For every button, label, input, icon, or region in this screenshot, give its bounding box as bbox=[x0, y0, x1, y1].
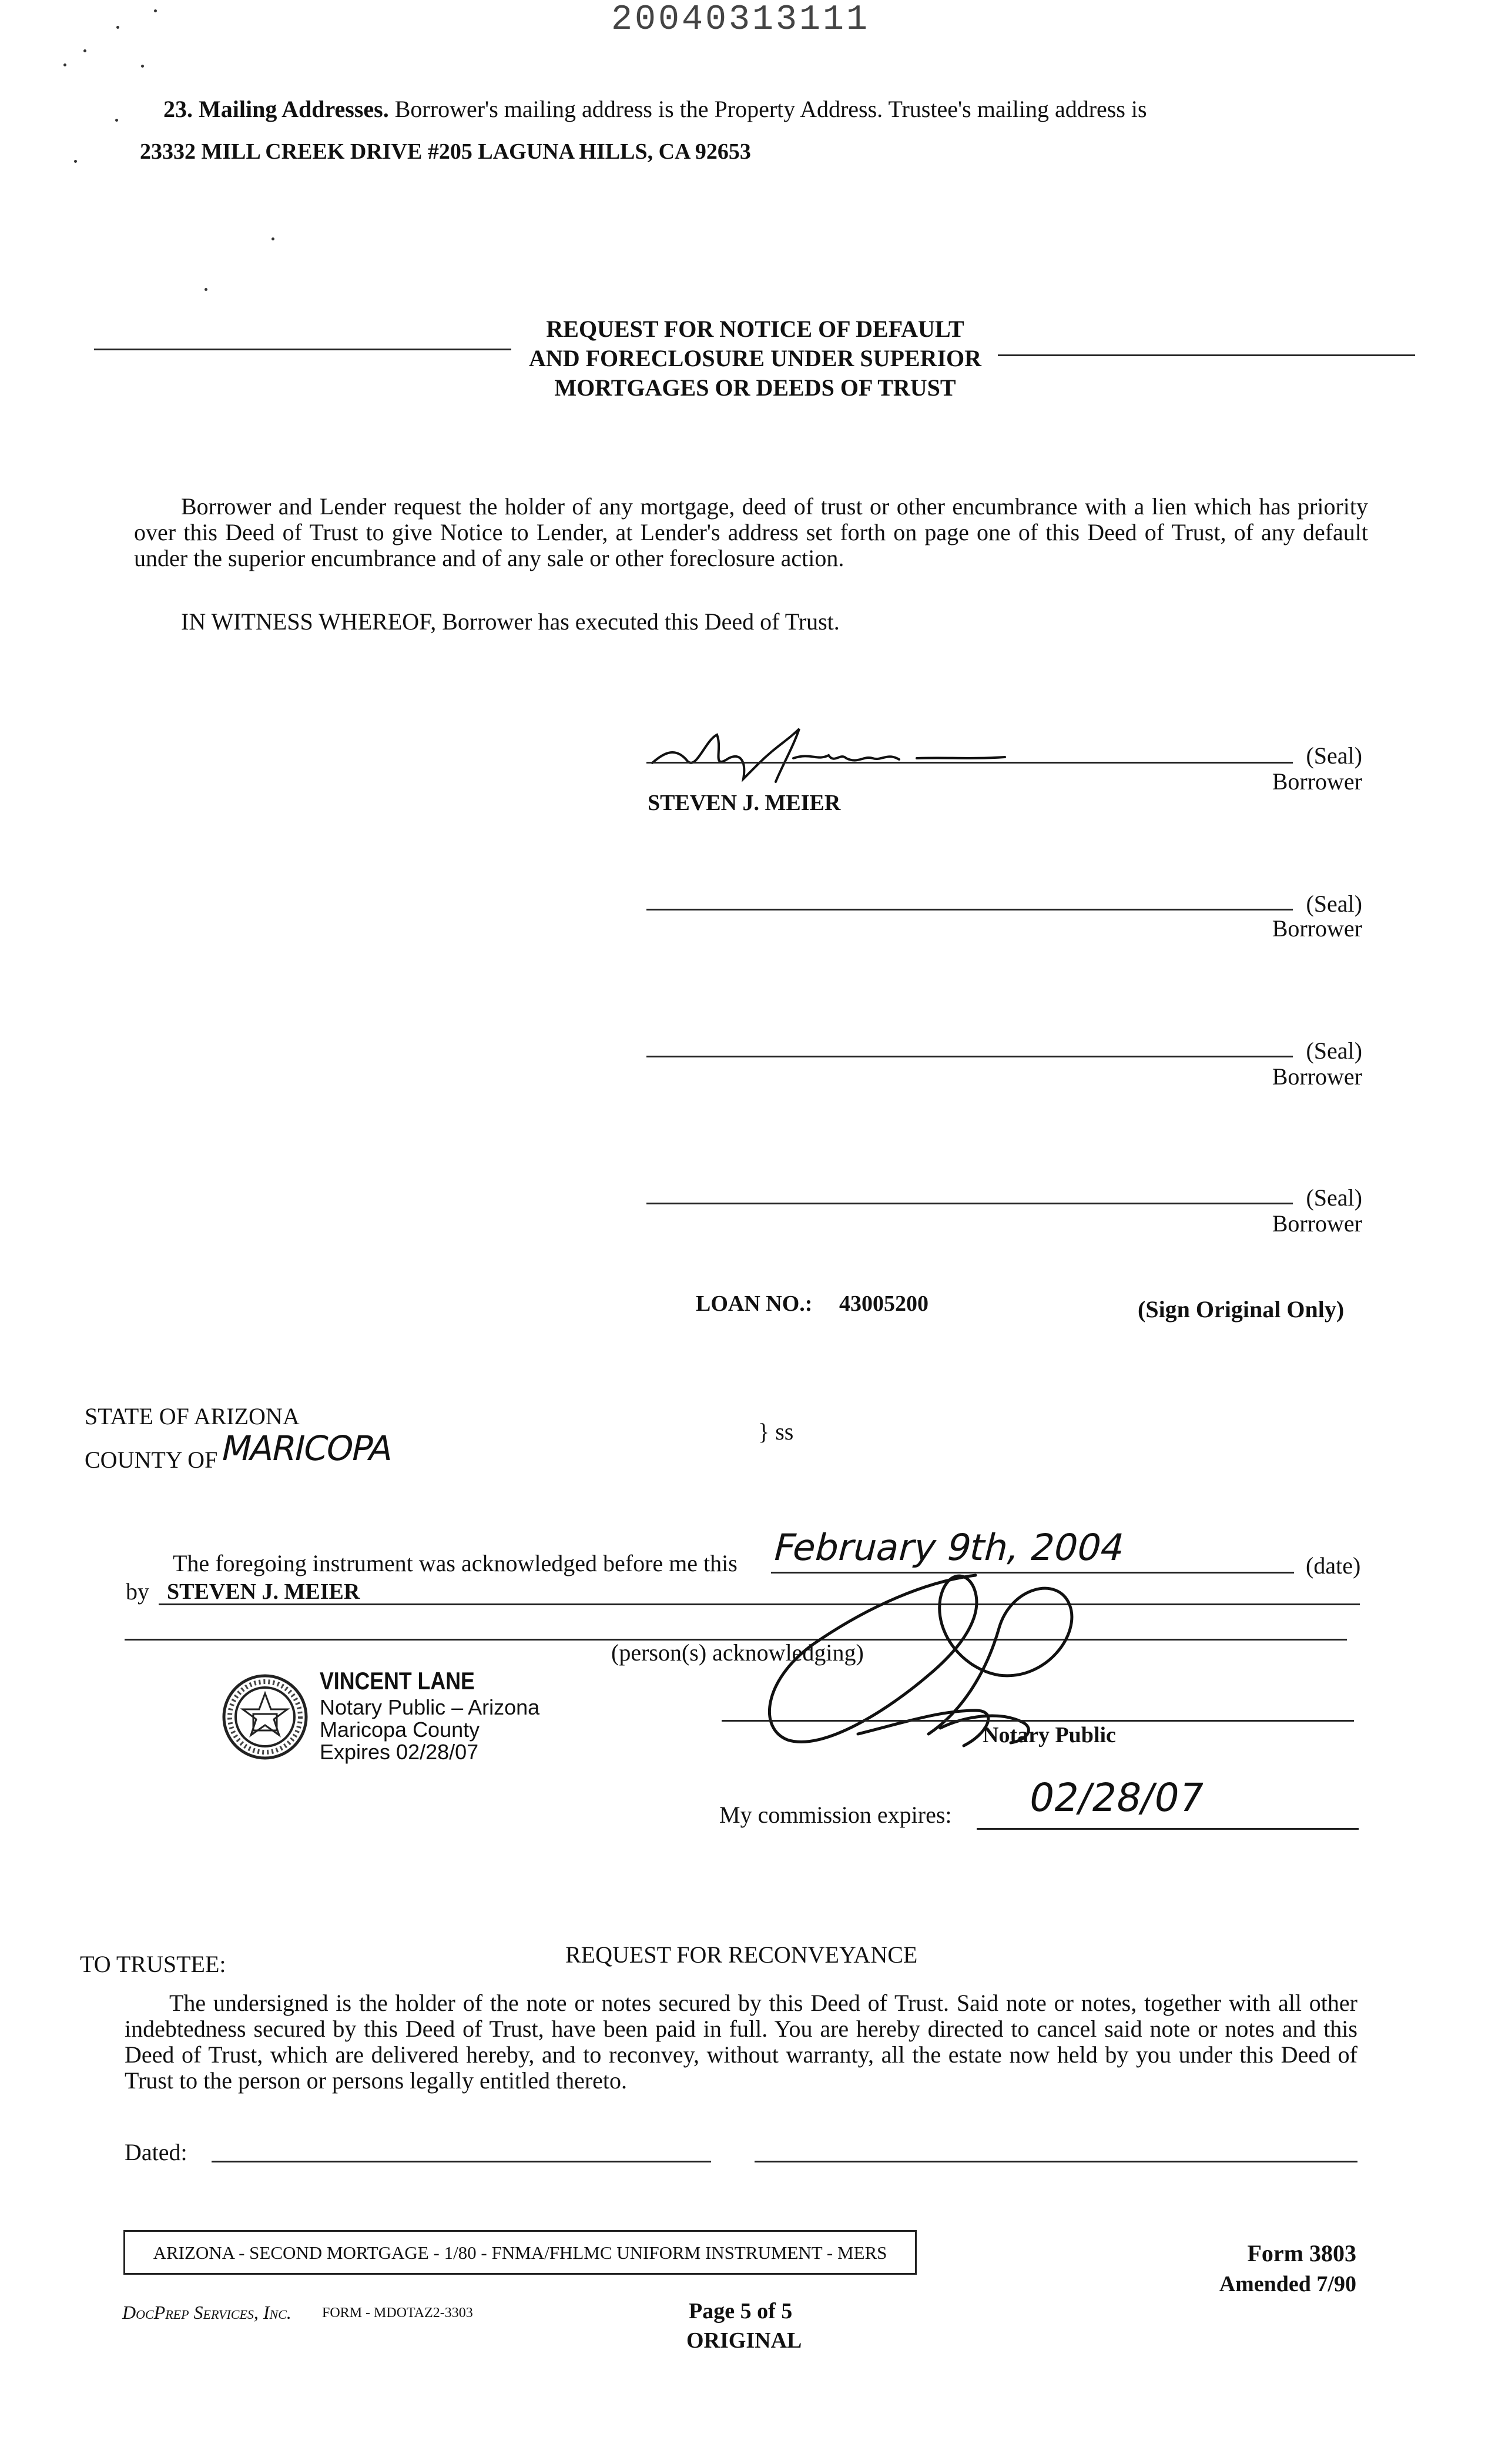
notary-seal-icon bbox=[221, 1673, 309, 1761]
persons-acknowledging-label: (person(s) acknowledging) bbox=[611, 1639, 864, 1666]
mailing-addresses-line bbox=[163, 95, 1147, 123]
mailing-number: 23. bbox=[163, 96, 193, 122]
commission-expires-handwritten: 02/28/07 bbox=[1025, 1775, 1208, 1820]
docprep-services: DocPrep Services, Inc. bbox=[122, 2302, 291, 2323]
seal-label-2: (Seal) bbox=[1306, 890, 1362, 917]
signature-line-3 bbox=[646, 1056, 1293, 1057]
acknowledged-by-name: STEVEN J. MEIER bbox=[167, 1579, 360, 1604]
form-box bbox=[123, 2230, 917, 2275]
mailing-heading: Mailing Addresses. bbox=[199, 96, 389, 122]
loan-number-label: LOAN NO.: bbox=[696, 1291, 813, 1316]
to-trustee-label: TO TRUSTEE: bbox=[80, 1951, 226, 1977]
signature-line-4 bbox=[646, 1203, 1293, 1204]
scan-speck bbox=[271, 237, 274, 240]
form-box-text: ARIZONA - SECOND MORTGAGE - 1/80 - FNMA/FHLMC UNIFORM INSTRUMENT - MERS bbox=[153, 2242, 887, 2263]
scan-speck bbox=[141, 65, 144, 68]
mailing-text: Borrower's mailing address is the Property Address. Trustee's mailing address is bbox=[394, 96, 1147, 122]
scan-speck bbox=[115, 119, 118, 122]
signature-line-2 bbox=[646, 909, 1293, 910]
recording-number: 20040313111 bbox=[611, 0, 870, 40]
title-rule-left bbox=[94, 349, 511, 350]
seal-label-1: (Seal) bbox=[1306, 742, 1362, 769]
borrower-label-1: Borrower bbox=[1272, 768, 1362, 795]
notary-stamp-title: Notary Public – Arizona bbox=[320, 1695, 540, 1719]
commission-expires-label: My commission expires: bbox=[719, 1802, 952, 1828]
scan-speck bbox=[154, 9, 157, 12]
ss-label: } ss bbox=[758, 1418, 794, 1445]
original-label: ORIGINAL bbox=[686, 2328, 802, 2353]
page-number: Page 5 of 5 bbox=[689, 2299, 793, 2324]
trustee-signature-line bbox=[755, 2161, 1357, 2162]
scan-speck bbox=[63, 63, 66, 66]
borrower-signature bbox=[641, 705, 1028, 799]
borrower-label-3: Borrower bbox=[1272, 1063, 1362, 1090]
scan-speck bbox=[83, 49, 86, 52]
commission-line bbox=[977, 1828, 1359, 1830]
borrower-name: STEVEN J. MEIER bbox=[648, 791, 841, 815]
notary-public-label: Notary Public bbox=[983, 1723, 1116, 1747]
request-notice-title-3: MORTGAGES OR DEEDS OF TRUST bbox=[554, 374, 956, 401]
request-notice-title-2: AND FORECLOSURE UNDER SUPERIOR bbox=[528, 345, 982, 371]
acknowledgment-text: The foregoing instrument was acknowledged before me this bbox=[173, 1550, 738, 1576]
trustee-address: 23332 MILL CREEK DRIVE #205 LAGUNA HILLS, CA 92653 bbox=[140, 139, 751, 164]
date-label: (date) bbox=[1306, 1552, 1361, 1579]
notary-stamp-expires: Expires 02/28/07 bbox=[320, 1740, 479, 1764]
signature-line-1 bbox=[646, 762, 1293, 764]
request-notice-title-1: REQUEST FOR NOTICE OF DEFAULT bbox=[546, 316, 964, 342]
borrower-label-2: Borrower bbox=[1272, 915, 1362, 942]
county-label: COUNTY OF bbox=[85, 1447, 218, 1473]
by-label: by bbox=[126, 1578, 149, 1605]
reconveyance-paragraph: The undersigned is the holder of the note or notes secured by this Deed of Trust. Said note or notes, together with all other indebtedness secured by this Deed of Trust, have been paid in full. You are hereby directed to cancel said note or notes and this Deed of Trust, which are delivered hereby, and to reconvey, without warranty, all the estate now held by you under this Deed of Trust to the person or persons legally entitled thereto. bbox=[125, 1990, 1357, 2094]
notary-stamp-county: Maricopa County bbox=[320, 1718, 480, 1742]
reconveyance-title: REQUEST FOR RECONVEYANCE bbox=[565, 1941, 918, 1968]
request-notice-paragraph: Borrower and Lender request the holder of any mortgage, deed of trust or other encumbrance with a lien which has priority over this Deed of Trust to give Notice to Lender, at Lender's address set forth on page one of this Deed of Trust, of any default under the superior encumbrance and of any sale or other foreclosure action. bbox=[134, 493, 1368, 571]
dated-label: Dated: bbox=[125, 2139, 187, 2165]
notary-stamp-name: VINCENT LANE bbox=[320, 1667, 475, 1695]
form-code: FORM - MDOTAZ2-3303 bbox=[322, 2305, 473, 2321]
sign-original-note: (Sign Original Only) bbox=[1138, 1296, 1345, 1323]
notary-signature-line bbox=[722, 1720, 1354, 1722]
title-rule-right bbox=[998, 354, 1415, 356]
scan-speck bbox=[116, 26, 119, 29]
county-handwritten: MARICOPA bbox=[217, 1428, 396, 1468]
dated-line bbox=[212, 2161, 711, 2162]
loan-number: 43005200 bbox=[839, 1291, 928, 1316]
witness-statement: IN WITNESS WHEREOF, Borrower has executed this Deed of Trust. bbox=[181, 608, 840, 635]
borrower-label-4: Borrower bbox=[1272, 1210, 1362, 1237]
scan-speck bbox=[74, 160, 77, 163]
seal-label-4: (Seal) bbox=[1306, 1184, 1362, 1211]
form-amended: Amended 7/90 bbox=[1219, 2272, 1356, 2296]
scan-speck bbox=[205, 288, 207, 291]
form-number: Form 3803 bbox=[1247, 2240, 1356, 2267]
acknowledgment-date-handwritten: February 9th, 2004 bbox=[769, 1526, 1129, 1569]
state-label: STATE OF ARIZONA bbox=[85, 1403, 300, 1429]
seal-label-3: (Seal) bbox=[1306, 1037, 1362, 1064]
